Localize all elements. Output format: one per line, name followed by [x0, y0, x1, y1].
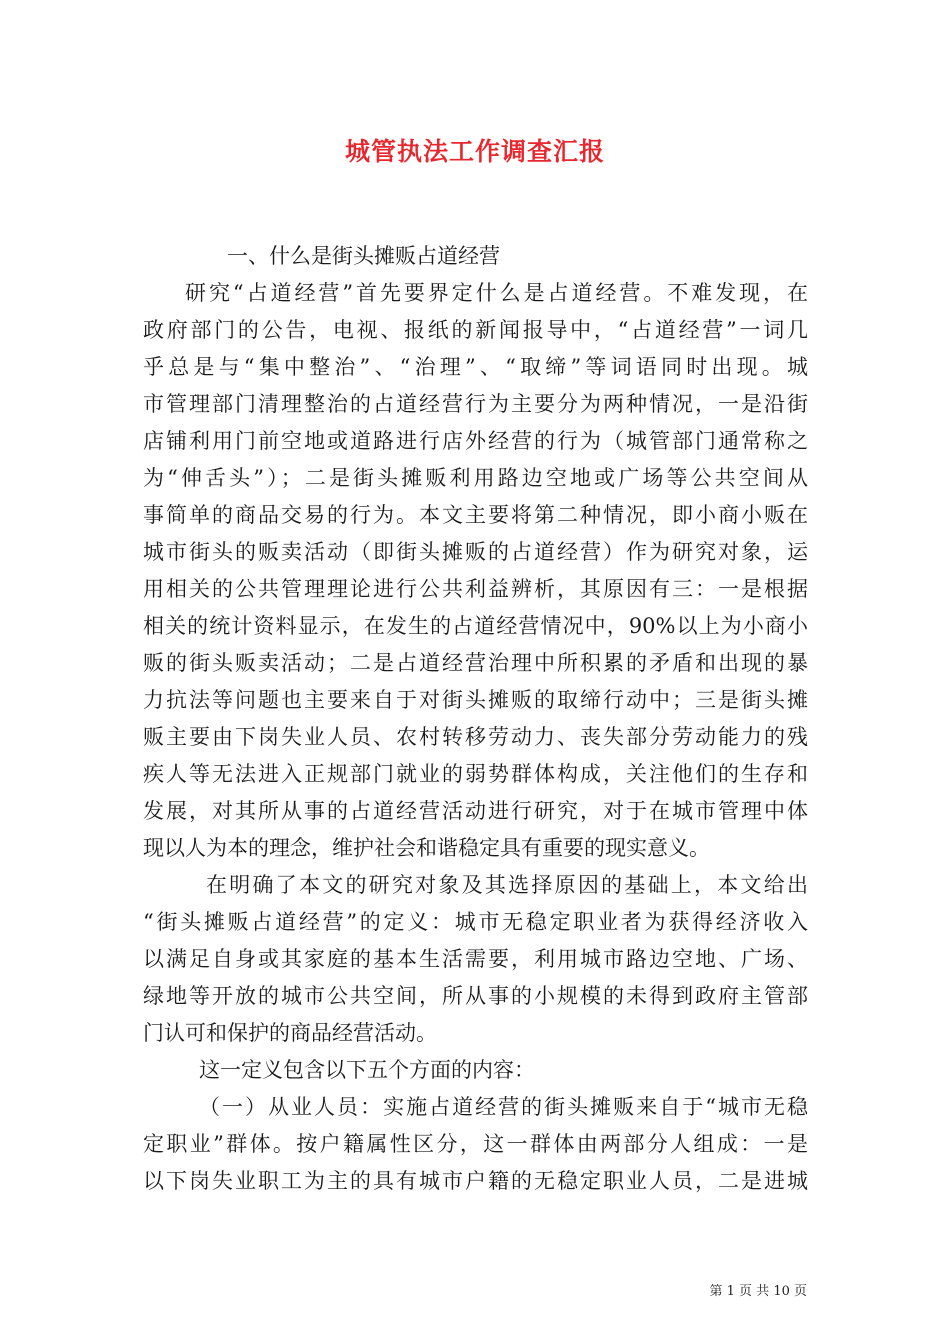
- paragraph-line: 市管理部门清理整治的占道经营行为主要分为两种情况，一是沿街: [143, 392, 808, 416]
- paragraph-line: （一）从业人员：实施占道经营的街头摊贩来自于“城市无稳: [199, 1095, 808, 1119]
- paragraph-line: 绿地等开放的城市公共空间，所从事的小规模的未得到政府主管部: [143, 984, 808, 1008]
- paragraph-line: 发展，对其所从事的占道经营活动进行研究，对于在城市管理中体: [143, 799, 808, 823]
- paragraph-line: 贩主要由下岗失业人员、农村转移劳动力、丧失部分劳动能力的残: [143, 725, 808, 749]
- paragraph-line: 力抗法等问题也主要来自于对街头摊贩的取缔行动中；三是街头摊: [143, 688, 808, 712]
- paragraph-line: 现以人为本的理念，维护社会和谐稳定具有重要的现实意义。: [143, 836, 710, 860]
- document-title: 城管执法工作调查汇报: [344, 137, 605, 166]
- paragraph-line: 店铺利用门前空地或道路进行店外经营的行为（城管部门通常称之: [143, 429, 808, 453]
- paragraph-line: 定职业”群体。按户籍属性区分，这一群体由两部分人组成：一是: [143, 1132, 808, 1156]
- paragraph-line: 用相关的公共管理理论进行公共利益辨析，其原因有三：一是根据: [143, 577, 808, 601]
- section-heading: 一、什么是街头摊贩占道经营: [227, 244, 500, 268]
- paragraph-line: 城市街头的贩卖活动（即街头摊贩的占道经营）作为研究对象，运: [143, 540, 808, 564]
- paragraph-line: 乎总是与“集中整治”、“治理”、“取缔”等词语同时出现。城: [143, 355, 808, 379]
- paragraph-line: 贩的街头贩卖活动；二是占道经营治理中所积累的矛盾和出现的暴: [143, 651, 808, 675]
- paragraph-line: 为“伸舌头”）；二是街头摊贩利用路边空地或广场等公共空间从: [143, 466, 808, 490]
- paragraph-line: 以满足自身或其家庭的基本生活需要，利用城市路边空地、广场、: [143, 947, 808, 971]
- paragraph-line: 政府部门的公告，电视、报纸的新闻报导中，“占道经营”一词几: [143, 318, 808, 342]
- paragraph-line: 以下岗失业职工为主的具有城市户籍的无稳定职业人员，二是进城: [143, 1169, 808, 1193]
- paragraph-line: 这一定义包含以下五个方面的内容：: [199, 1058, 535, 1082]
- paragraph-line: 在明确了本文的研究对象及其选择原因的基础上，本文给出: [206, 873, 808, 897]
- paragraph-line: 相关的统计资料显示，在发生的占道经营情况中，90%以上为小商小: [143, 614, 808, 638]
- page-number: 第 1 页 共 10 页: [709, 1284, 807, 1299]
- document-body: [143, 238, 808, 1200]
- paragraph-line: 事简单的商品交易的行为。本文主要将第二种情况，即小商小贩在: [143, 503, 808, 527]
- paragraph-line: 研究“占道经营”首先要界定什么是占道经营。不难发现，在: [185, 281, 808, 305]
- paragraph-line: 疾人等无法进入正规部门就业的弱势群体构成，关注他们的生存和: [143, 762, 808, 786]
- paragraph-line: 门认可和保护的商品经营活动。: [143, 1021, 437, 1045]
- paragraph-line: “街头摊贩占道经营”的定义：城市无稳定职业者为获得经济收入: [143, 910, 808, 934]
